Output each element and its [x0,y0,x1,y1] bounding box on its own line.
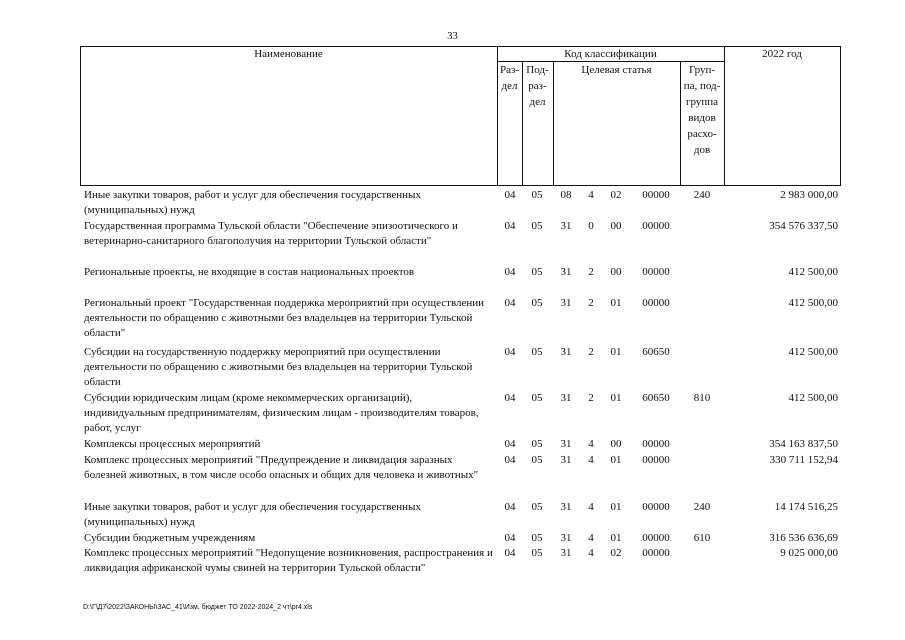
header-name: Наименование [254,48,323,60]
row-group: 240 [693,189,711,201]
row-razdel: 04 [504,297,516,309]
row-target-4: 00000 [642,189,670,201]
row-podrazdel: 05 [531,220,543,232]
row-target-2: 0 [588,220,594,232]
row-name: Субсидии юридическим лицам (кроме некоммерческих организаций), индивидуальным предпринимателям, физическим лицам - производителям товаров, работ, услуг [84,392,479,434]
row-amount: 9 025 000,00 [780,547,838,559]
row-group: 810 [693,392,711,404]
row-podrazdel: 05 [531,532,543,544]
row-target-3: 01 [610,501,622,513]
row-name: Иные закупки товаров, работ и услуг для обеспечения государственных (муниципальных) нужд [84,189,421,216]
row-target-3: 00 [610,438,622,450]
row-target-4: 00000 [642,438,670,450]
row-group: 240 [693,501,711,513]
header-razdel: Раз- дел [499,64,519,92]
row-target-4: 00000 [642,220,670,232]
row-target-3: 02 [610,547,622,559]
header-group: Груп- па, под- группа видов расхо- дов [683,64,721,156]
row-razdel: 04 [504,392,516,404]
row-target-3: 00 [610,220,622,232]
row-target-2: 4 [588,438,594,450]
row-razdel: 04 [504,501,516,513]
row-target-1: 31 [560,438,572,450]
header-code-group: Код классификации [564,48,657,60]
row-target-2: 4 [588,501,594,513]
row-target-1: 31 [560,297,572,309]
row-target-4: 60650 [642,346,670,358]
row-name: Комплексы процессных мероприятий [84,438,261,450]
row-target-4: 00000 [642,454,670,466]
row-target-4: 00000 [642,501,670,513]
row-podrazdel: 05 [531,501,543,513]
row-target-2: 2 [588,392,594,404]
row-amount: 412 500,00 [788,266,838,278]
page-number: 33 [447,31,458,42]
row-amount: 354 163 837,50 [769,438,838,450]
row-razdel: 04 [504,189,516,201]
row-razdel: 04 [504,266,516,278]
row-name: Иные закупки товаров, работ и услуг для обеспечения государственных (муниципальных) нужд [84,501,421,528]
row-amount: 2 983 000,00 [780,189,838,201]
row-target-3: 01 [610,346,622,358]
row-target-3: 01 [610,297,622,309]
row-amount: 412 500,00 [788,297,838,309]
row-target-2: 4 [588,532,594,544]
row-target-1: 31 [560,220,572,232]
row-target-2: 2 [588,346,594,358]
row-target-2: 2 [588,297,594,309]
row-name: Субсидии бюджетным учреждениям [84,532,256,544]
row-name: Субсидии на государственную поддержку мероприятий при осуществлении деятельности по обращению с животными без владельцев на территории Тульской области [84,346,473,388]
header-year: 2022 год [762,48,802,60]
row-amount: 412 500,00 [788,392,838,404]
row-target-1: 31 [560,532,572,544]
row-target-1: 31 [560,547,572,559]
row-podrazdel: 05 [531,266,543,278]
row-podrazdel: 05 [531,346,543,358]
row-target-3: 01 [610,532,622,544]
row-target-2: 4 [588,547,594,559]
row-amount: 354 576 337,50 [769,220,838,232]
row-razdel: 04 [504,220,516,232]
row-razdel: 04 [504,547,516,559]
row-target-3: 01 [610,454,622,466]
row-target-2: 2 [588,266,594,278]
row-podrazdel: 05 [531,392,543,404]
row-amount: 14 174 516,25 [774,501,838,513]
row-group: 610 [693,532,711,544]
header-divider-year [724,46,725,186]
row-podrazdel: 05 [531,454,543,466]
row-razdel: 04 [504,438,516,450]
row-target-1: 31 [560,346,572,358]
header-left-border [80,46,81,186]
header-right-border [840,46,841,186]
row-name: Региональные проекты, не входящие в состав национальных проектов [84,266,415,278]
row-podrazdel: 05 [531,547,543,559]
row-target-4: 00000 [642,547,670,559]
row-name: Государственная программа Тульской области "Обеспечение эпизоотического и ветеринарно-санитарного благополучия на территории Тульской области" [84,220,458,247]
row-razdel: 04 [504,454,516,466]
header-podrazdel: Под- раз- дел [526,64,549,108]
row-target-3: 00 [610,266,622,278]
row-podrazdel: 05 [531,189,543,201]
header-target: Целевая статья [581,64,652,76]
row-podrazdel: 05 [531,297,543,309]
row-name: Региональный проект "Государственная поддержка мероприятий при осуществлении деятельности по обращению с животными без владельцев на территории Тульской области" [84,297,485,339]
footer-file-path: D:\Г\Д7\2022\ЗАКОНЫ\ЗАС_41\Изм. бюджет ТО 2022-2024_2 чт\pr4.xls [83,604,313,611]
row-target-2: 4 [588,454,594,466]
row-target-3: 01 [610,392,622,404]
row-target-1: 31 [560,501,572,513]
row-razdel: 04 [504,532,516,544]
row-target-1: 31 [560,392,572,404]
row-amount: 316 536 636,69 [769,532,838,544]
row-podrazdel: 05 [531,438,543,450]
row-amount: 412 500,00 [788,346,838,358]
row-target-1: 31 [560,266,572,278]
row-target-1: 08 [560,189,572,201]
row-target-4: 00000 [642,532,670,544]
header-bottom-border [80,185,841,186]
row-target-1: 31 [560,454,572,466]
header-divider-podrazdel [553,61,554,186]
row-target-2: 4 [588,189,594,201]
row-name: Комплекс процессных мероприятий "Предупреждение и ликвидация заразных болезней животных, в том числе особо опасных и общих для человека и животных" [84,454,479,481]
row-target-4: 00000 [642,297,670,309]
row-razdel: 04 [504,346,516,358]
row-target-4: 00000 [642,266,670,278]
row-target-4: 60650 [642,392,670,404]
row-name: Комплекс процессных мероприятий "Недопущение возникновения, распространения и ликвидация африканской чумы свиней на территории Тульской области" [84,547,493,574]
row-target-3: 02 [610,189,622,201]
row-amount: 330 711 152,94 [769,454,838,466]
